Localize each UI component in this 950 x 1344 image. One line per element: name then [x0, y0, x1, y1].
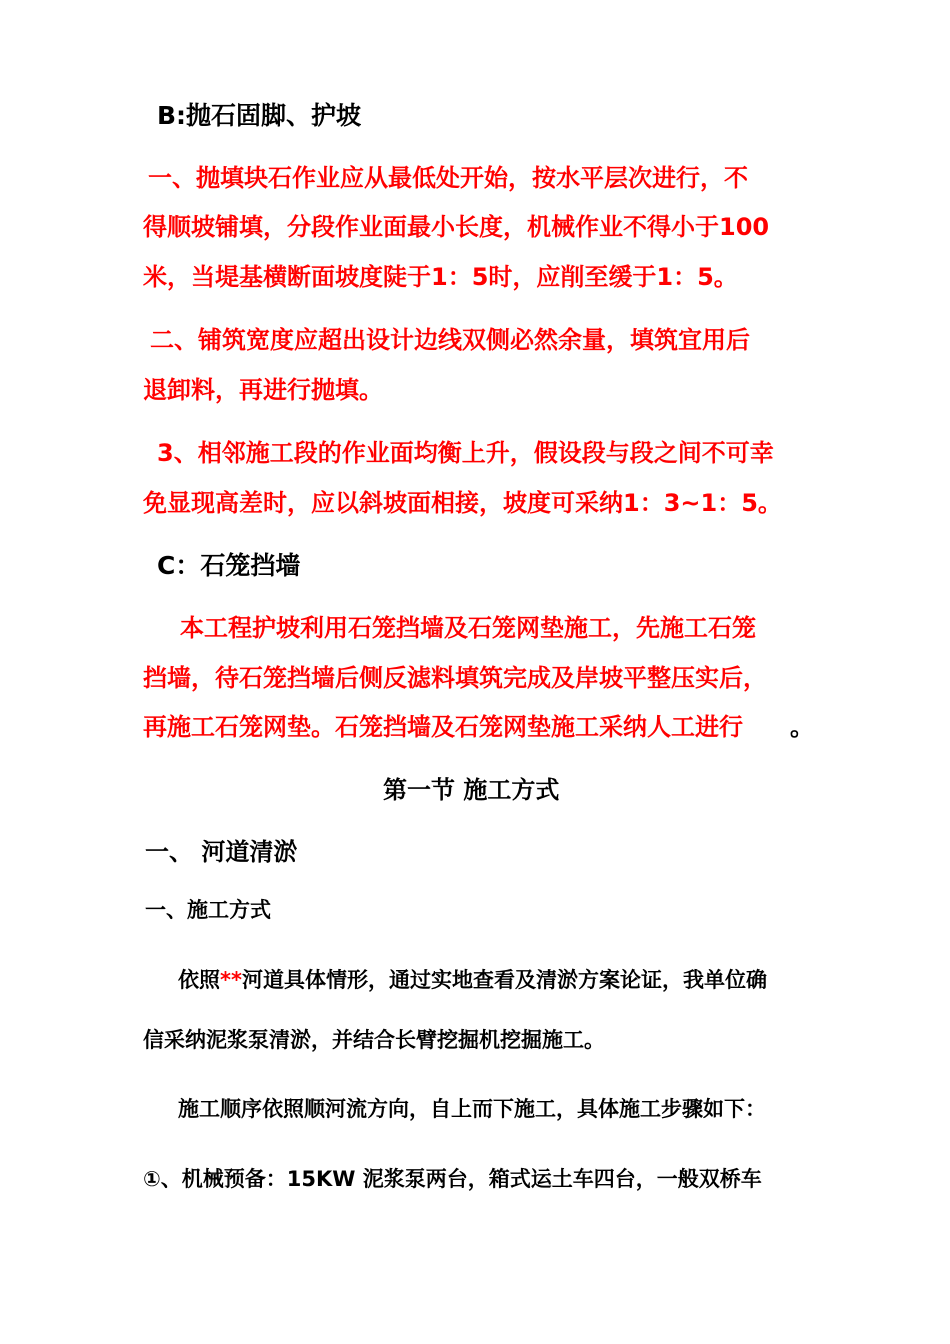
para2-line2: 退卸料，再进行抛填。: [143, 376, 383, 404]
para5-prefix: 依照: [178, 968, 220, 992]
section-title: 第一节 施工方式: [383, 776, 560, 804]
para7: ①、机械预备：15KW 泥浆泵两台，箱式运土车四台，一般双桥车: [143, 1167, 762, 1191]
para1-line1: 一、抛填块石作业应从最低处开始，按水平层次进行，不: [148, 164, 748, 192]
para4-line2: 挡墙，待石笼挡墙后侧反滤料填筑完成及岸坡平整压实后，: [143, 664, 767, 692]
sub-heading: 一、施工方式: [145, 898, 271, 922]
para5-line1: [178, 970, 767, 991]
para2-line1: 二、铺筑宽度应超出设计边线双侧必然余量，填筑宜用后: [150, 326, 750, 354]
heading-b: B:抛石固脚、护坡: [157, 101, 362, 130]
section1-heading: 一、 河道清淤: [145, 838, 298, 866]
para5-mark: **: [220, 968, 242, 992]
para3-line1: 3、相邻施工段的作业面均衡上升，假设段与段之间不可幸: [157, 439, 774, 467]
para1-line2: 得顺坡铺填，分段作业面最小长度，机械作业不得小于100: [143, 213, 770, 241]
heading-c: C：石笼挡墙: [157, 551, 301, 580]
para5-rest: 河道具体情形，通过实地查看及清淤方案论证，我单位确: [241, 968, 767, 992]
para4-line3: 再施工石笼网垫。石笼挡墙及石笼网垫施工采纳人工进行: [143, 713, 743, 741]
para4-line1: 本工程护坡利用石笼挡墙及石笼网垫施工，先施工石笼: [180, 614, 756, 642]
para1-line3: 米，当堤基横断面坡度陡于1：5时，应削至缓于1：5。: [143, 263, 738, 291]
para4-end: 。: [790, 713, 814, 741]
para3-line2: 免显现高差时，应以斜坡面相接，坡度可采纳1：3~1：5。: [143, 489, 782, 517]
para5-line2: 信采纳泥浆泵清淤，并结合长臂挖掘机挖掘施工。: [143, 1028, 605, 1052]
para6: 施工顺序依照顺河流方向，自上而下施工，具体施工步骤如下：: [178, 1097, 766, 1121]
